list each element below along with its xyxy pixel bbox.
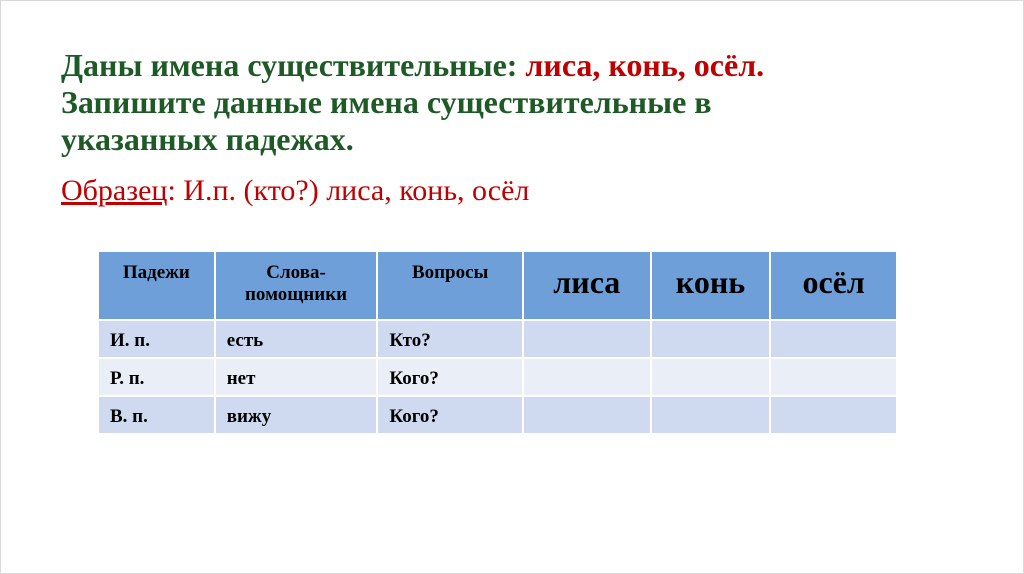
header-helpers <box>215 251 378 320</box>
header-cases: Падежи <box>98 251 215 320</box>
header-questions: Вопросы <box>377 251 523 320</box>
helper-cell: вижу <box>215 396 378 434</box>
table-row <box>98 358 897 396</box>
task-line-2: Запишите данные имена существительные в <box>61 84 712 120</box>
task-heading <box>61 47 1001 158</box>
task-words: лиса, конь, осёл. <box>525 47 765 83</box>
cases-table <box>97 250 898 435</box>
case-cell: В. п. <box>98 396 215 434</box>
sample-text: : И.п. (кто?) лиса, конь, осёл <box>167 174 530 207</box>
answer-cell-donkey[interactable] <box>770 396 897 434</box>
header-word-donkey: осёл <box>770 251 897 320</box>
question-cell: Кого? <box>377 358 523 396</box>
table-row <box>98 320 897 358</box>
answer-cell-horse[interactable] <box>651 320 771 358</box>
helper-cell: есть <box>215 320 378 358</box>
question-cell: Кого? <box>377 396 523 434</box>
header-word-horse: конь <box>651 251 771 320</box>
header-word-fox: лиса <box>523 251 651 320</box>
case-cell: И. п. <box>98 320 215 358</box>
task-intro-text: Даны имена существительные: <box>61 47 526 83</box>
answer-cell-horse[interactable] <box>651 396 771 434</box>
sample-label: Образец <box>61 174 168 207</box>
answer-cell-donkey[interactable] <box>770 320 897 358</box>
answer-cell-fox[interactable] <box>523 358 651 396</box>
table-header-row <box>98 251 897 320</box>
case-cell: Р. п. <box>98 358 215 396</box>
header-helpers-label: Слова-помощники <box>244 262 348 305</box>
question-cell: Кто? <box>377 320 523 358</box>
answer-cell-horse[interactable] <box>651 358 771 396</box>
task-line-3: указанных падежах. <box>61 121 354 157</box>
table-row <box>98 396 897 434</box>
answer-cell-donkey[interactable] <box>770 358 897 396</box>
sample-line <box>61 173 529 209</box>
answer-cell-fox[interactable] <box>523 320 651 358</box>
answer-cell-fox[interactable] <box>523 396 651 434</box>
helper-cell: нет <box>215 358 378 396</box>
